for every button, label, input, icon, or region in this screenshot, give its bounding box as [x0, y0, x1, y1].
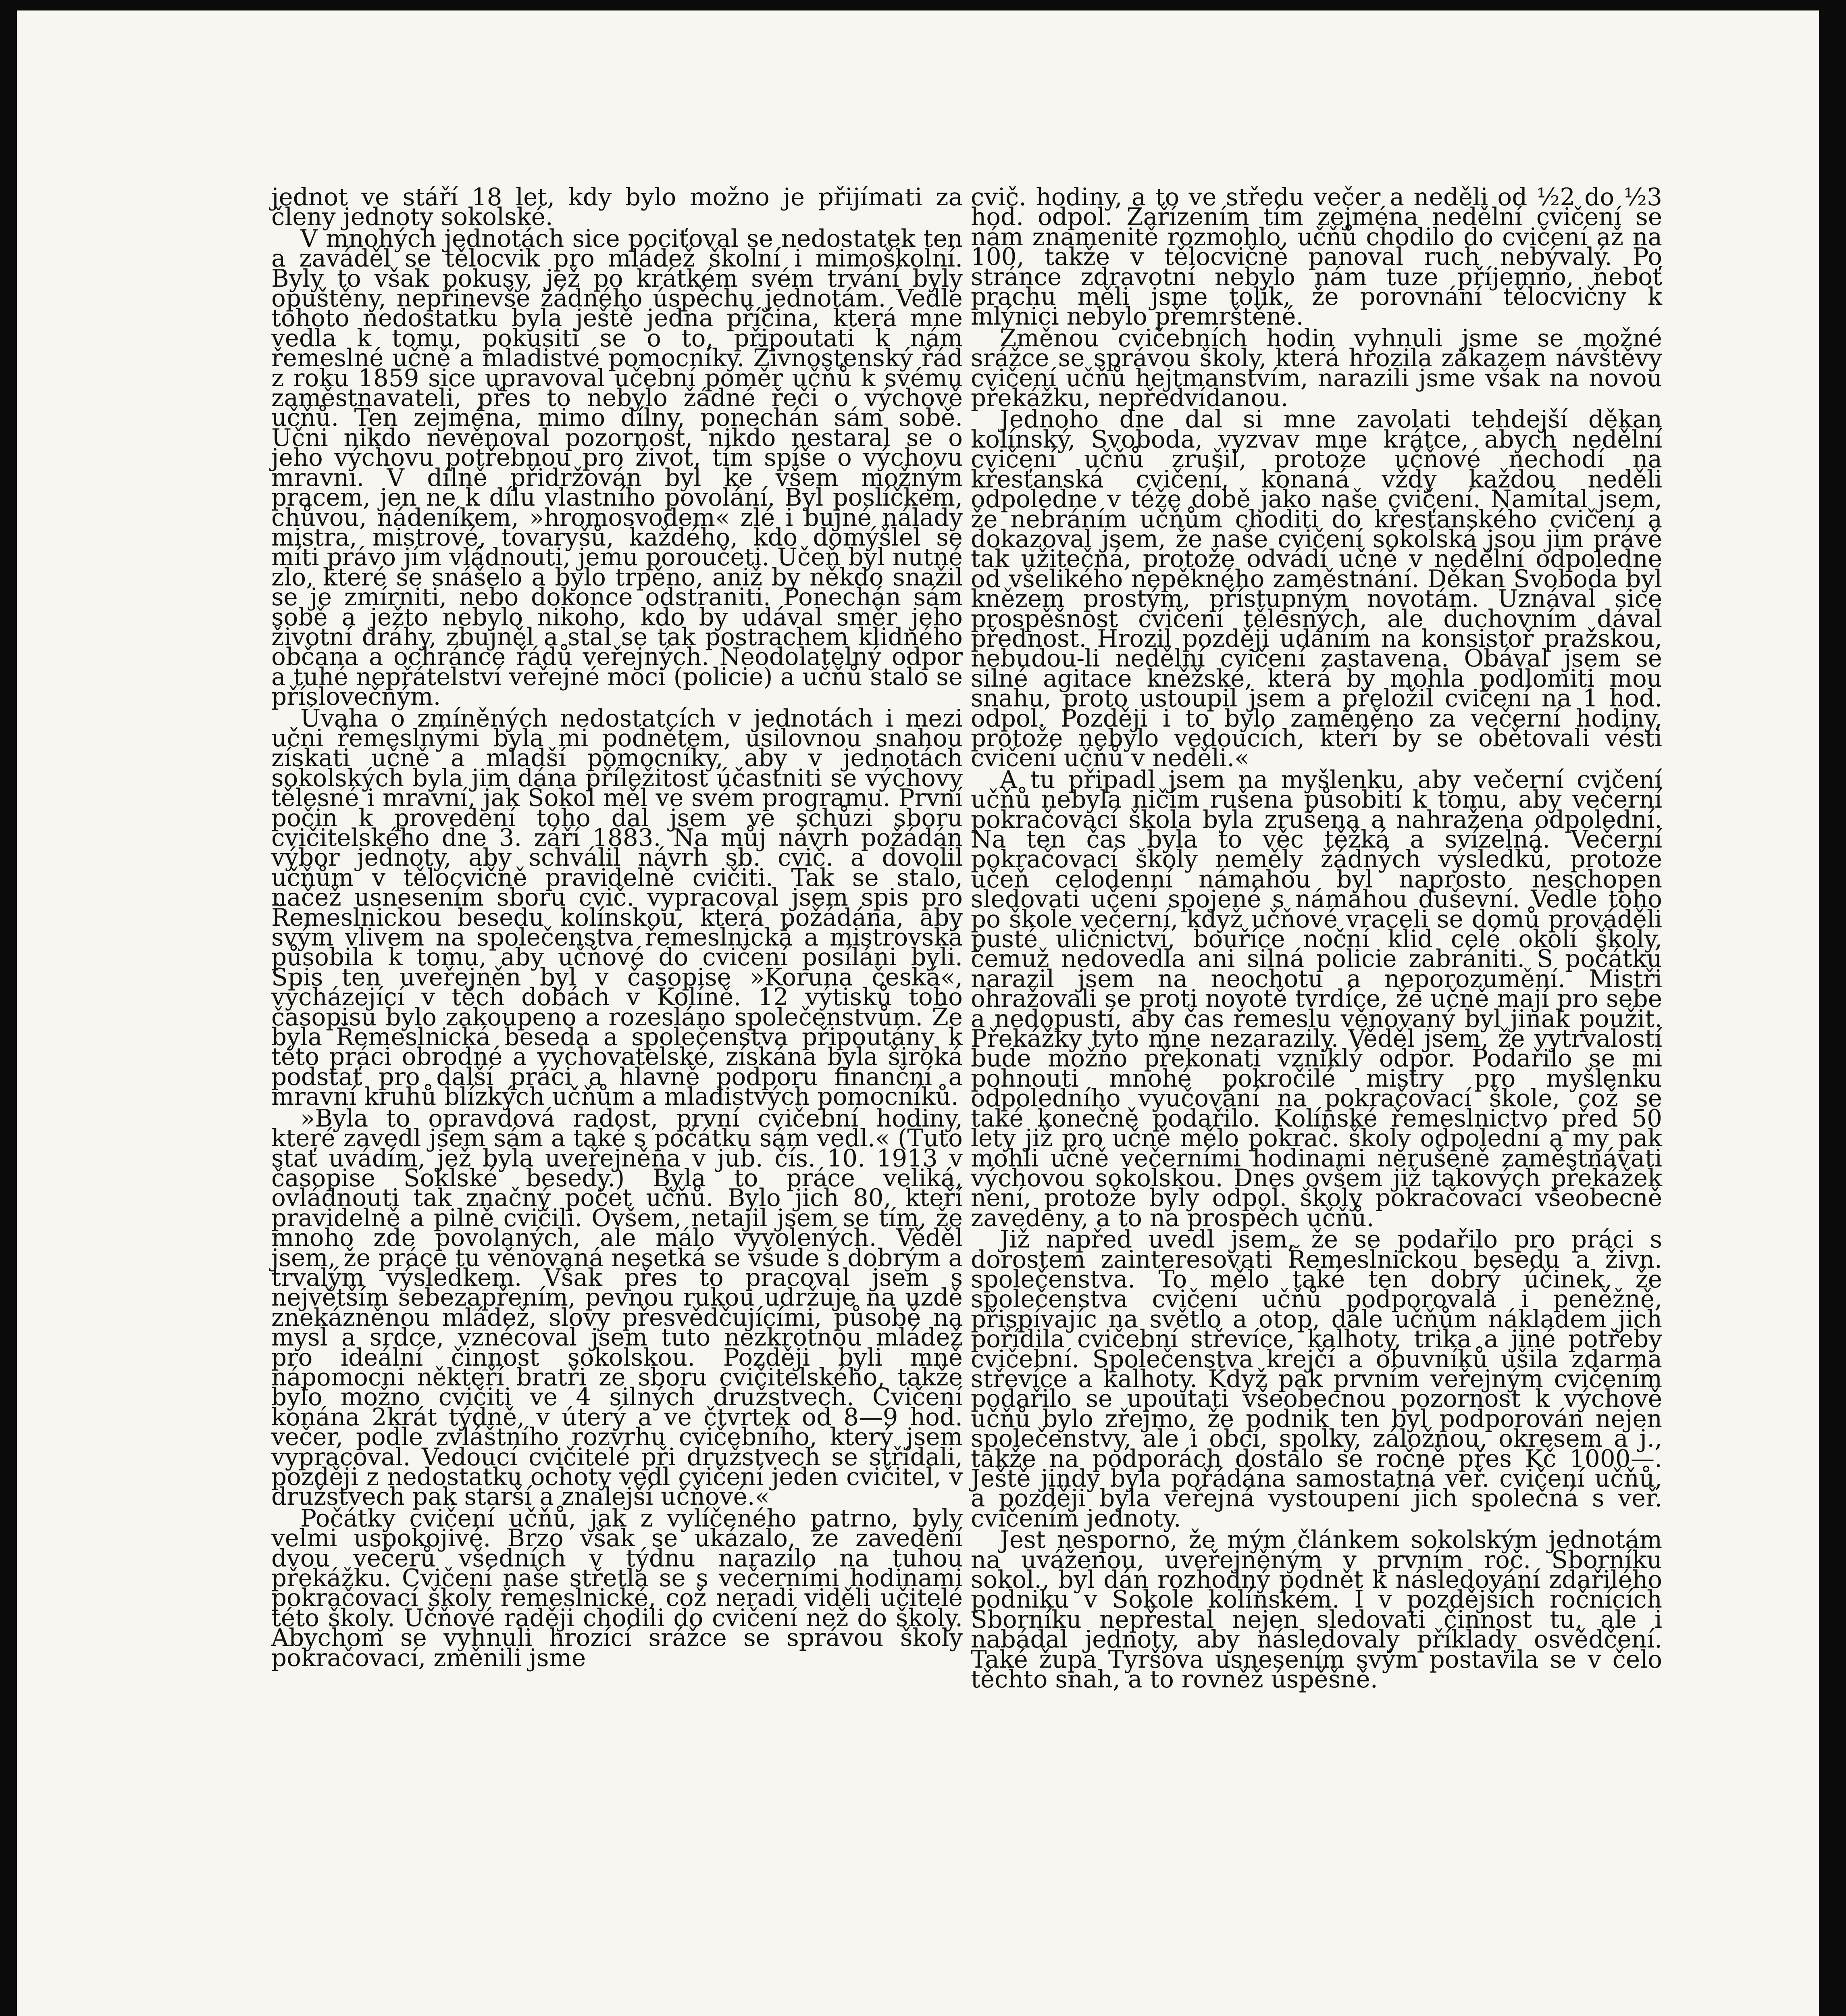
paragraph: A tu připadl jsem na myšlenku, aby večerní cvičení učňů nebyla ničím rušena působiti k tomu, aby večerní pokračovací škola byla zrušena a nahražena odpolední. Na ten čas byla to věc těžká a svízelná. Večerní pokračovací školy neměly žádných výsledků, protože učeň celodenní námahou byl naprosto neschopen sledovati učení spojené s námahou duševní. Vedle toho po škole večerní, když učňové vraceli se domů prováděli pusté uličnictví, bouříce noční klid celé okolí školy, čemuž nedovedla ani silná policie zabrániti. S počátku narazil jsem na neochotu a neporozumění. Mistři ohražovali se proti novotě tvrdíce, že učně mají pro sebe a nedopustí, aby čas řemeslu věnovaný byl jinak použit. Překážky tyto mne nezarazily. Věděl jsem, že vytrvalostí bude možno překonati vzniklý odpor. Podařilo se mi pohnouti mnohé pokročilé mistry pro myšlenku odpoledního vyučování na pokračovací škole, což se také konečně podařilo. Kolínské řemeslnictvo před 50 lety již pro učně mělo pokrač. školy odpolední a my pak mohli učně večerními hodinami nerušeně zaměstnávati výchovou sokolskou. Dnes ovšem již takových překážek není, protože byly odpol. školy pokračovací všeobecně zavedeny, a to na prospěch učňů.: [971, 766, 1662, 1232]
paragraph: »Byla to opravdová radost, první cvičební hodiny, které zavedl jsem sám a také s počátku sám vedl.« (Tuto stať uvádím, jež byla uveřejněna v jub. čís. 10. 1913 v časopise Soklské besedy.) Byla to práce veliká, ovládnouti tak značný počet učňů. Bylo jich 80, kteří pravidelně a pilně cvičili. Ovšem, netajil jsem se tím, že mnoho zde povolaných, ale málo vyvolených. Věděl jsem, že práce tu věnovaná nesetká se všude s dobrým a trvalým výsledkem. Však přes to pracoval jsem s největším sebezapřením, pevnou rukou udržuje na uzdě znekázněnou mládež, slovy přesvědčujícími, působě na mysl a srdce, vznécoval jsem tuto nezkrotnou mládež pro ideální činnost sokolskou. Později byli mně nápomocni někteří bratři ze sboru cvičitelského, takže bylo možno cvičiti ve 4 silných družstvech. Cvičení konána 2krát týdně, v úterý a ve čtvrtek od 8—9 hod. večer, podle zvláštního rozvrhu cvičebního, který jsem vypracoval. Vedoucí cvičitelé při družstvech se střídali, později z nedostatku ochoty vedl cvičení jeden cvičitel, v družstvech pak starší a znalejší učňové.«: [271, 1104, 963, 1511]
paragraph: V mnohých jednotách sice pociťoval se nedostatek ten a zaváděl se tělocvik pro mládež školní i mimoškolní. Byly to však pokusy, jež po krátkém svém trvání byly opuštěny, nepřinevše žádného úspěchu jednotám. Vedle tohoto nedostatku byla ještě jedna příčina, která mne vedla k tomu, pokusiti se o to, připoutati k nám řemeslné učně a mladistvé pomocníky. Živnostenský řád z roku 1859 sice upravoval učební poměr učňů k svému zaměstnavateli, přes to nebylo žádné řeči o výchově učňů. Ten zejména, mimo dílny, ponechán sám sobě. Učni nikdo nevěnoval pozornost, nikdo nestaral se o jeho výchovu potřebnou pro život, tím spíše o výchovu mravní. V dílně přidržován byl ke všem možným pracem, jen ne k dílu vlastního povolání. Byl poslíčkem, chůvou, nádeníkem, »hromosvodem« zlé i bujné nálady mistra, mistrové, tovaryšů, každého, kdo domýšlel se míti právo jím vládnouti, jemu poroučeti. Učeň byl nutné zlo, které se snášelo a bylo trpěno, aniž by někdo snažil se je zmírniti, nebo dokonce odstraniti. Ponechán sám sobě a ježto nebylo nikoho, kdo by udával směr jeho životní dráhy, zbujněl a stal se tak postrachem klidného občana a ochránce řádů veřejných. Neodolatelný odpor a tuhé nepřátelství veřejné moci (policie) a učňů stalo se příslovečným.: [271, 225, 963, 711]
text-column-left: [271, 183, 963, 1672]
paragraph: Počátky cvičení učňů, jak z vylíčeného patrno, byly velmi uspokojivé. Brzo však se ukázalo, že zavedení dvou večerů všedních v týdnu narazilo na tuhou překážku. Cvičení naše střetla se s večerními hodinami pokračovací školy řemeslnické, což neradi viděli učitelé této školy. Učňové raději chodili do cvičení než do školy. Abychom se vyhnuli hrozící srážce se správou školy pokračovací, změnili jsme: [271, 1504, 963, 1672]
paragraph: Jednoho dne dal si mne zavolati tehdejší děkan kolínský, Svoboda, vyzvav mne krátce, abych nedělní cvičení učňů zrušil, protože učňové nechodí na křesťanská cvičení, konaná vždy každou neděli odpoledne v téže době jako naše cvičení. Namítal jsem, že nebráním učňům choditi do křesťanského cvičení a dokazoval jsem, že naše cvičení sokolská jsou jim právě tak užitečná, protože odvádí učně v nedělní odpoledne od všelikého nepěkného zaměstnání. Děkan Svoboda byl knězem prostým, přístupným novotám. Uznával sice prospěšnost cvičení tělesných, ale duchovním dával přednost. Hrozil později udáním na konsistoř pražskou, nebudou-li nedělní cvičení zastavena. Obával jsem se silné agitace kněžské, která by mohla podlomiti mou snahu, proto ustoupil jsem a přeložil cvičení na 1 hod. odpol. Později i to bylo zaměněno za večerní hodiny, protože nebylo vedoucích, kteří by se obětovali vésti cvičení učňů v neděli.«: [971, 406, 1662, 773]
text-column-right: [971, 183, 1662, 1694]
paragraph: jednot ve stáří 18 let, kdy bylo možno je přijímati za členy jednoty sokolské.: [271, 183, 963, 231]
paragraph: Jest nesporno, že mým článkem sokolským jednotám na uváženou, uveřejněným v prvním roč. Sborníku sokol., byl dán rozhodný podnět k následování zdařilého podniku v Sokole kolínském. I v pozdějších ročnících Sborníku nepřestal nejen sledovati činnost tu, ale i nabádal jednoty, aby následovaly příklady osvědčení. Také župa Tyršova usnesením svým postavila se v čelo těchto snah, a to rovněž úspěšně.: [971, 1526, 1662, 1694]
paragraph: Změnou cvičebních hodin vyhnuli jsme se možné srážce se správou školy, která hrozila zákazem návštěvy cvičení učňů hejtmanstvím, narazili jsme však na novou překážku, nepředvídanou.: [971, 324, 1662, 412]
paragraph: Již napřed uvedl jsem, že se podařilo pro práci s dorostem zainteresovati Řemeslnickou besedu a živn. společenstva. To mělo také ten dobrý účinek, že společenstva cvičení učňů podporovala i peněžně, přispívajíc na světlo a otop, dále učňům nákladem jich pořídila cvičební střevíce, kalhoty, trika a jiné potřeby cvičební. Společenstva krejčí a obuvníků ušila zdarma střevíce a kalhoty. Když pak prvním veřejným cvičením podařilo se upoutati všeobecnou pozornost k výchově učňů bylo zřejmo, že podnik ten byl podporován nejen společenstvy, ale i obcí, spolky, záložnou, okresem a j., takže na podporách dostalo se ročně přes Kč 1000—. Ještě jindy byla pořádána samostatná veř. cvičení učňů, a později byla veřejná vystoupení jich společná s veř. cvičením jednoty.: [971, 1226, 1662, 1533]
paragraph: cvič. hodiny, a to ve středu večer a neděli od ½2 do ½3 hod. odpol. Zařízením tím zejména nedělní cvičení se nám znamenitě rozmohlo, učňů chodilo do cvičení až na 100, takže v tělocvičně panoval ruch nebývalý. Po stránce zdravotní nebylo nám tuze příjemno, neboť prachu měli jsme tolik, že porovnání tělocvičny k mlýnici nebylo přemrštěné.: [971, 183, 1662, 331]
paragraph: Úvaha o zmíněných nedostatcích v jednotách i mezi učni řemeslnými byla mi podnětem, usilovnou snahou získati učně a mladší pomocníky, aby v jednotách sokolských byla jim dána příležitost účastniti se výchovy tělesné i mravní, jak Sokol měl ve svém programu. První počin k provedení toho dal jsem ve schůzi sboru cvičitelského dne 3. září 1883. Na můj návrh požádán výbor jednoty, aby schválil návrh sb. cvič. a dovolil učňům v tělocvičně pravidelně cvičiti. Tak se stalo, načež usnesením sboru cvič. vypracoval jsem spis pro Řemeslnickou besedu kolínskou, která požádána, aby svým vlivem na společenstva řemeslnická a mistrovská působila k tomu, aby učňové do cvičení posíláni byli. Spis ten uveřejněn byl v časopise »Koruna česká«, vycházející v těch dobách v Kolíně. 12 výtisků toho časopisu bylo zakoupeno a rozesláno společenstvům. Že byla Řemeslnická beseda a společenstva připoutány k této práci obrodné a vychovatelské, získána byla široká podstať pro další práci a hlavně podporu finanční a mravní kruhů blízkých učňům a mladistvých pomocníků.: [271, 704, 963, 1111]
